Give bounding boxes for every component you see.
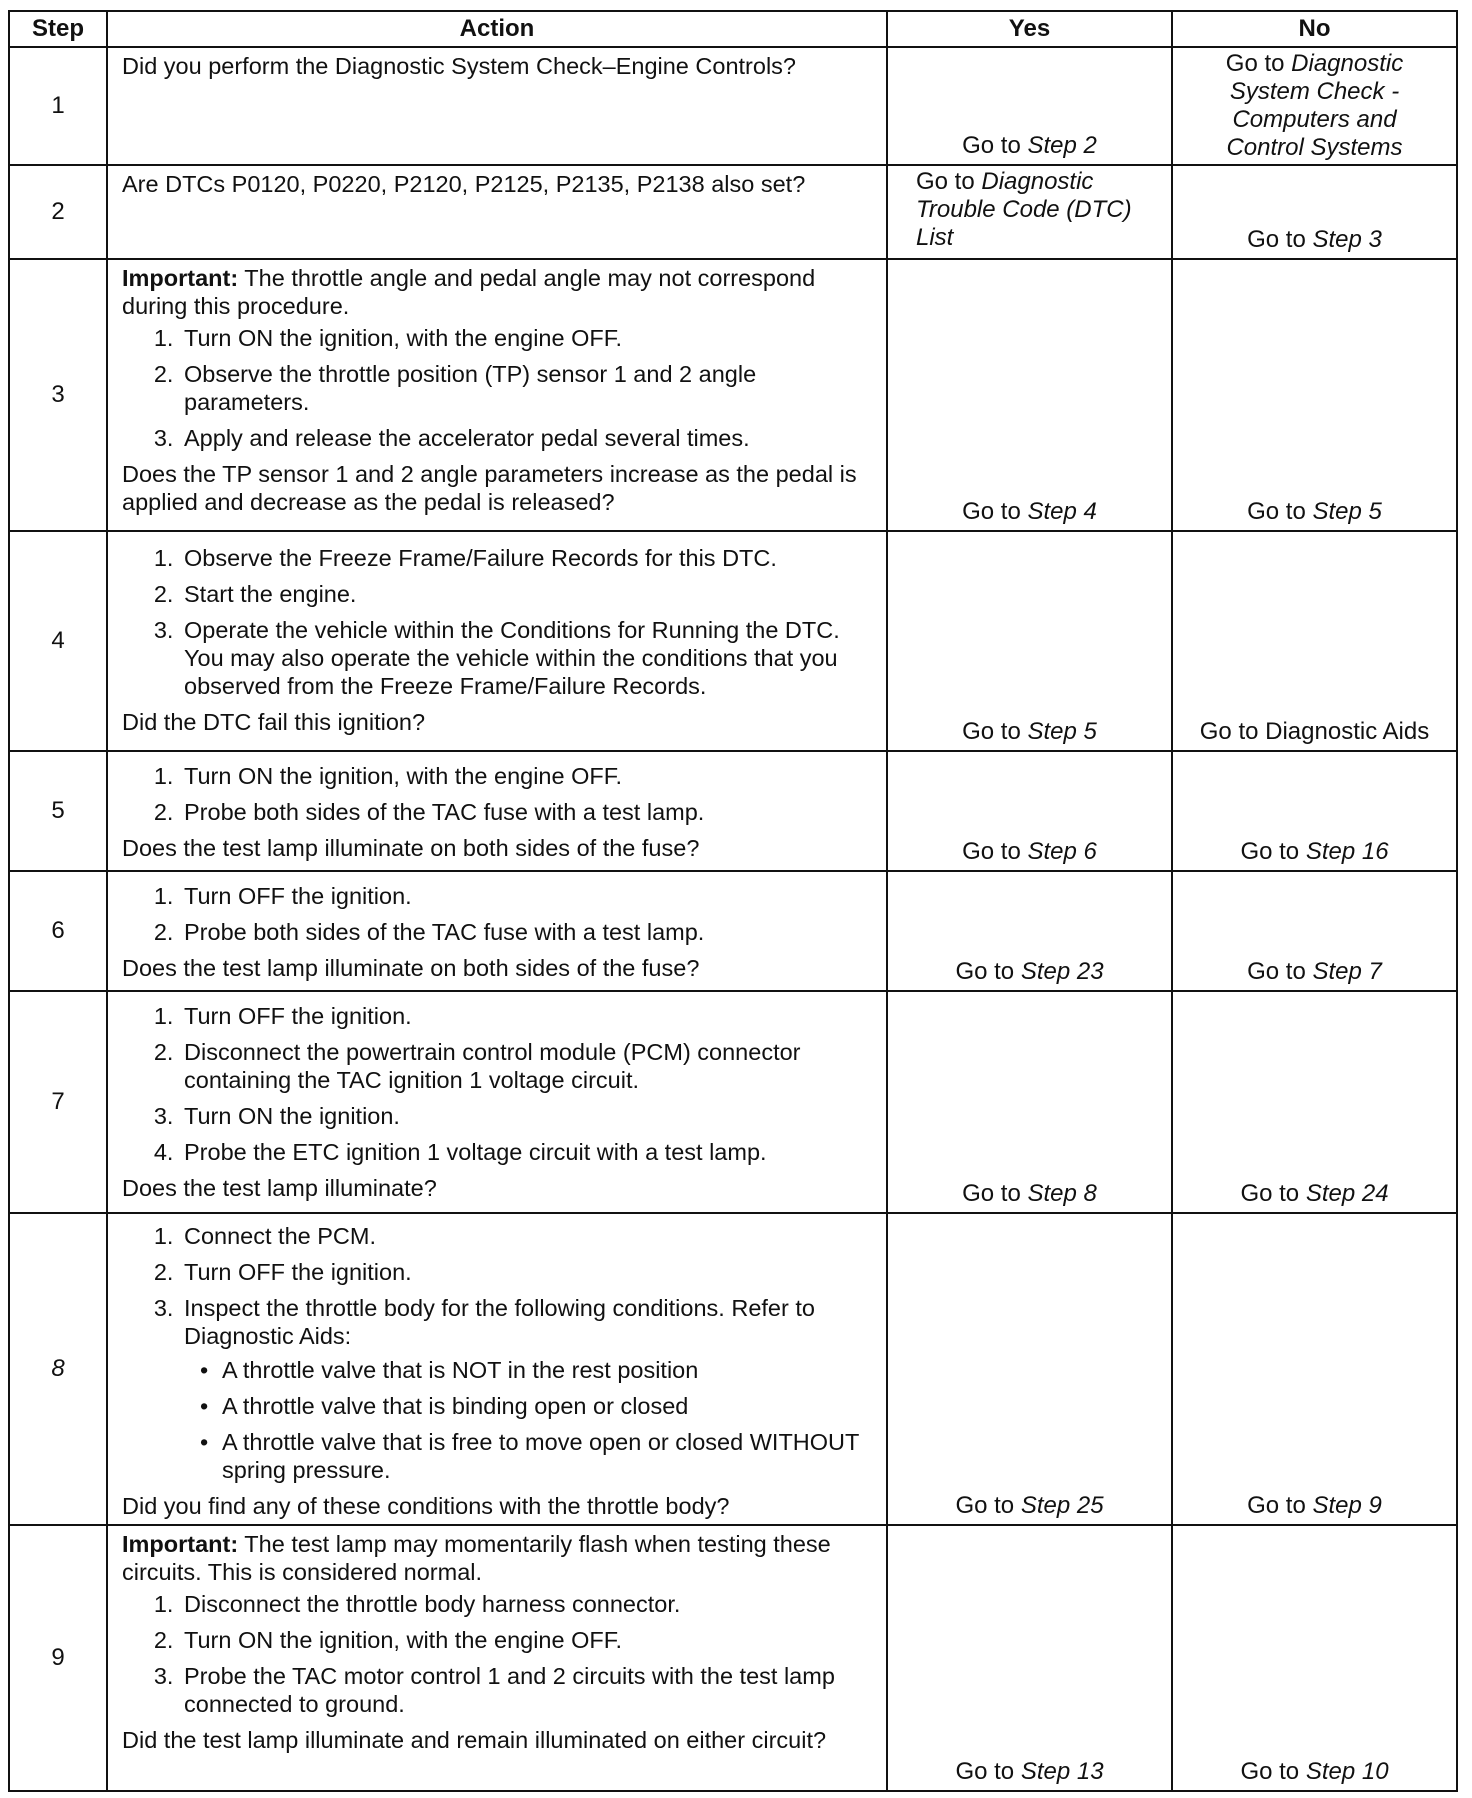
yes-prefix: Go to [955,1492,1021,1519]
yes-prefix: Go to [962,1180,1028,1207]
yes-result[interactable] [888,958,1171,986]
no-result[interactable] [1173,838,1456,866]
action-cell [107,531,887,751]
list-item: 3. Probe the TAC motor control 1 and 2 circuits with the test lamp connected to ground. [180,1662,876,1718]
table-row [9,751,1457,871]
list-item: 3. Operate the vehicle within the Conditions for Running the DTC. You may also operate the vehicle within the conditions that you observed from the Freeze Frame/Failure Records. [180,616,876,700]
diagnostic-table-container [8,10,1458,1792]
step-number: 9 [9,1525,107,1791]
procedure-list [122,882,876,946]
yes-prefix: Go to [916,168,982,195]
table-row [9,1525,1457,1791]
action-question: Are DTCs P0120, P0220, P2120, P2125, P2135, P2138 also set? [122,171,806,197]
no-cell [1172,165,1457,259]
list-item: 2. Turn OFF the ignition. [180,1258,876,1286]
header-yes: Yes [887,11,1172,47]
no-cell [1172,871,1457,991]
header-row [9,11,1457,47]
important-note [122,1530,876,1586]
list-item: 3. Turn ON the ignition. [180,1102,876,1130]
yes-prefix: Go to [962,498,1028,525]
no-result[interactable] [1173,498,1456,526]
no-prefix: Go to [1240,1180,1306,1207]
important-note [122,264,876,320]
no-prefix: Go to [1247,226,1313,253]
table-row [9,991,1457,1213]
list-item: 1. Observe the Freeze Frame/Failure Records for this DTC. [180,544,876,572]
step-number [9,1213,107,1525]
no-prefix: Go to [1247,958,1313,985]
yes-result[interactable] [888,718,1171,746]
no-link[interactable]: Step 9 [1312,1492,1382,1519]
no-cell [1172,47,1457,165]
no-cell [1172,751,1457,871]
header-step: Step [9,11,107,47]
no-link[interactable]: Diagnostic System Check - Computers and Control Systems [1226,50,1404,161]
yes-cell [887,1213,1172,1525]
yes-cell [887,871,1172,991]
yes-prefix: Go to [962,132,1028,159]
yes-result[interactable] [888,1758,1171,1786]
list-item: 2. Probe both sides of the TAC fuse with a test lamp. [180,798,876,826]
important-text: The test lamp may momentarily flash when testing these circuits. This is considered normal. [122,1531,831,1585]
no-cell [1172,1213,1457,1525]
yes-cell [887,531,1172,751]
step-number: 6 [9,871,107,991]
yes-link[interactable]: Step 5 [1027,718,1097,745]
list-item: 1. Disconnect the throttle body harness connector. [180,1590,876,1618]
no-prefix: Go to [1225,50,1292,77]
list-item [180,1294,876,1484]
table-row [9,531,1457,751]
yes-cell [887,751,1172,871]
yes-link[interactable]: Step 13 [1020,1758,1104,1785]
no-prefix: Go to [1247,1492,1313,1519]
yes-prefix: Go to [955,1758,1021,1785]
no-prefix: Go to [1247,498,1313,525]
yes-result[interactable] [888,498,1171,526]
no-link[interactable]: Step 10 [1305,1758,1389,1785]
yes-link[interactable]: Step 23 [1020,958,1104,985]
action-question: Did the DTC fail this ignition? [122,709,426,735]
list-item: 2. Turn ON the ignition, with the engine OFF. [180,1626,876,1654]
list-item: 2. Disconnect the powertrain control module (PCM) connector containing the TAC ignition 1 voltage circuit. [180,1038,876,1094]
yes-cell [887,1525,1172,1791]
no-prefix: Go to [1240,1758,1306,1785]
yes-link[interactable]: Step 4 [1027,498,1097,525]
condition-list [184,1356,876,1484]
yes-result[interactable] [888,166,1171,252]
yes-prefix: Go to [962,838,1028,865]
procedure-list [122,1002,876,1166]
no-link[interactable]: Step 7 [1312,958,1382,985]
action-question: Does the test lamp illuminate? [122,1175,437,1201]
list-item: 1. Connect the PCM. [180,1222,876,1250]
no-result[interactable] [1173,1180,1456,1208]
action-cell [107,991,887,1213]
bullet-item: • A throttle valve that is binding open or closed [218,1392,876,1420]
yes-prefix: Go to [962,718,1028,745]
yes-cell [887,165,1172,259]
list-item: 1. Turn OFF the ignition. [180,882,876,910]
no-result[interactable] [1173,1758,1456,1786]
step-number: 7 [9,991,107,1213]
list-item: 2. Observe the throttle position (TP) sensor 1 and 2 angle parameters. [180,360,876,416]
action-cell [107,165,887,259]
action-question: Did you perform the Diagnostic System Check–Engine Controls? [122,53,796,79]
step-number: 2 [9,165,107,259]
yes-link[interactable]: Step 2 [1027,132,1097,159]
action-cell [107,47,887,165]
no-cell [1172,991,1457,1213]
step-number: 5 [9,751,107,871]
no-result[interactable] [1173,226,1456,254]
step-number: 4 [9,531,107,751]
table-row [9,871,1457,991]
action-cell [107,1213,887,1525]
bullet-item: • A throttle valve that is NOT in the rest position [218,1356,876,1384]
yes-prefix: Go to [955,958,1021,985]
list-item: 1. Turn OFF the ignition. [180,1002,876,1030]
procedure-list [122,324,876,452]
procedure-list [122,1222,876,1484]
no-link[interactable]: Step 24 [1305,1180,1389,1207]
action-question: Did the test lamp illuminate and remain illuminated on either circuit? [122,1727,827,1753]
bullet-item: • A throttle valve that is free to move open or closed WITHOUT spring pressure. [218,1428,876,1484]
list-item: 2. Start the engine. [180,580,876,608]
action-cell [107,1525,887,1791]
procedure-list [122,544,876,700]
no-result[interactable] [1173,958,1456,986]
step-number-text: 8 [51,1355,65,1382]
action-question: Does the test lamp illuminate on both sides of the fuse? [122,835,700,861]
list-item: 1. Turn ON the ignition, with the engine OFF. [180,324,876,352]
yes-cell [887,47,1172,165]
list-item: 1. Turn ON the ignition, with the engine OFF. [180,762,876,790]
yes-link[interactable]: Diagnostic Trouble Code (DTC) List [916,168,1132,251]
yes-link[interactable]: Step 6 [1027,838,1097,865]
important-label: Important: [122,1531,239,1557]
action-cell [107,259,887,531]
no-result[interactable] [1173,48,1456,162]
yes-cell [887,259,1172,531]
no-cell [1172,531,1457,751]
no-link[interactable]: Step 16 [1305,838,1389,865]
yes-cell [887,991,1172,1213]
procedure-list [122,762,876,826]
yes-link[interactable]: Step 8 [1027,1180,1097,1207]
list-item: 4. Probe the ETC ignition 1 voltage circuit with a test lamp. [180,1138,876,1166]
action-cell [107,871,887,991]
important-text: The throttle angle and pedal angle may not correspond during this procedure. [122,265,816,319]
list-item: 2. Probe both sides of the TAC fuse with a test lamp. [180,918,876,946]
no-cell [1172,259,1457,531]
no-link[interactable]: Step 3 [1312,226,1382,253]
action-question: Does the test lamp illuminate on both sides of the fuse? [122,955,700,981]
yes-result[interactable] [888,1492,1171,1520]
important-label: Important: [122,265,239,291]
action-question: Did you find any of these conditions with the throttle body? [122,1493,730,1519]
action-cell [107,751,887,871]
action-question: Does the TP sensor 1 and 2 angle parameters increase as the pedal is applied and decrease as the pedal is released? [122,461,857,515]
list-item: 3. Apply and release the accelerator pedal several times. [180,424,876,452]
no-result[interactable]: Go to Diagnostic Aids [1199,718,1430,745]
table-row [9,259,1457,531]
yes-link[interactable]: Step 25 [1020,1492,1104,1519]
no-prefix: Go to [1240,838,1306,865]
table-row [9,165,1457,259]
no-result[interactable] [1173,1492,1456,1520]
list-item-text: Inspect the throttle body for the following conditions. Refer to Diagnostic Aids: [184,1295,815,1349]
table-row [9,1213,1457,1525]
step-number: 1 [9,47,107,165]
procedure-list [122,1590,876,1718]
yes-result[interactable] [888,1180,1171,1208]
yes-result[interactable] [888,132,1171,160]
table-row [9,47,1457,165]
header-no: No [1172,11,1457,47]
diagnostic-procedure-table [8,10,1458,1792]
yes-result[interactable] [888,838,1171,866]
no-link[interactable]: Step 5 [1312,498,1382,525]
no-cell [1172,1525,1457,1791]
header-action: Action [107,11,887,47]
step-number: 3 [9,259,107,531]
